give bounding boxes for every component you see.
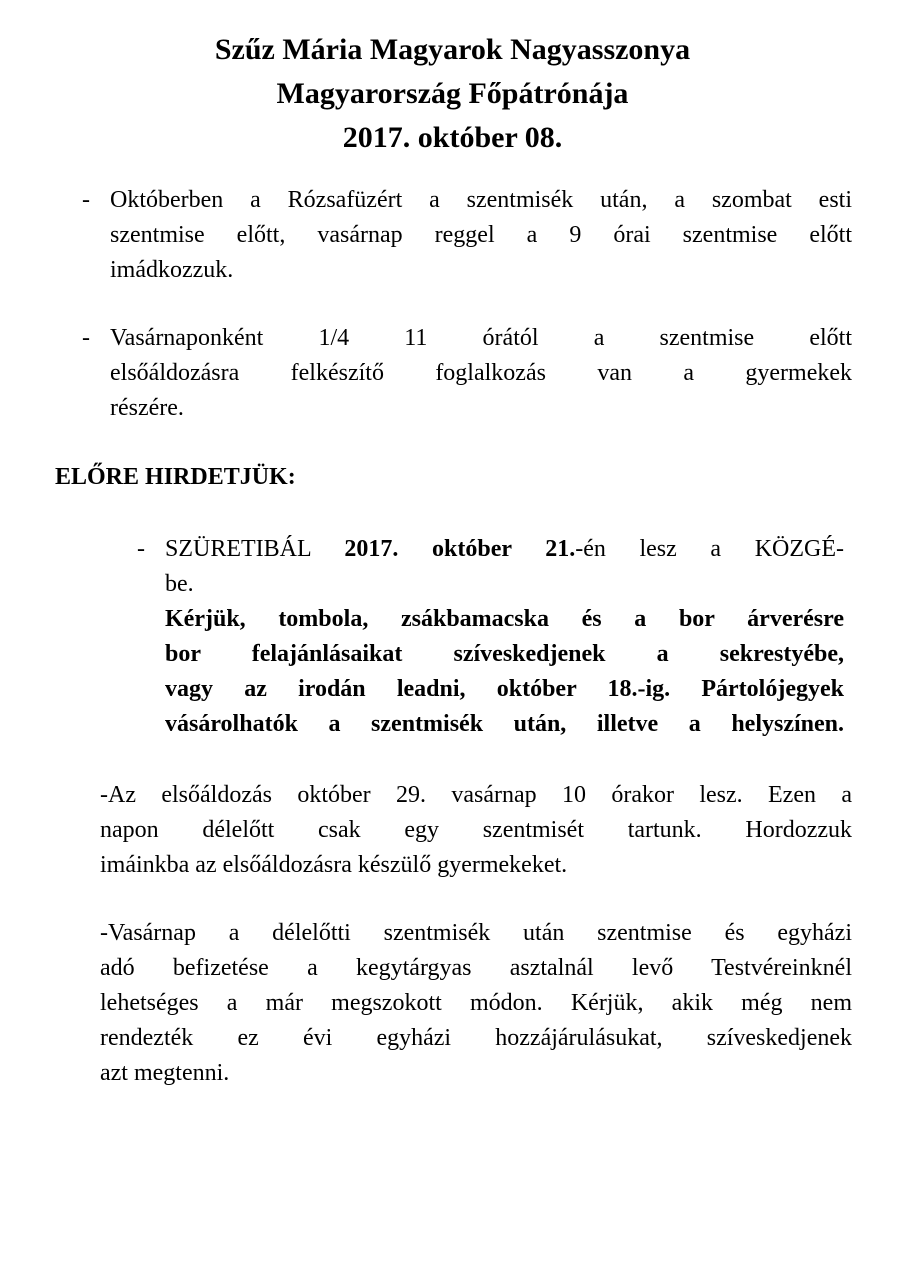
text-line: szentmise előtt, vasárnap reggel a 9 órai szentmise előtt [110,222,852,248]
harvest-ball-text [165,532,844,742]
text-line: Vasárnaponként 1/4 11 órától a szentmise előtt [110,325,852,351]
text-line: imádkozzuk. [110,257,234,283]
document-title [0,28,905,160]
first-communion-paragraph [100,778,852,883]
text-line: részére. [110,395,184,421]
event-location: -én lesz a KÖZGÉ- [575,536,845,562]
church-tax-paragraph [100,916,852,1091]
text-line-bold: Kérjük, tombola, zsákbamacska és a bor árverésre [165,606,844,632]
text-line [165,532,844,567]
title-line-2: Magyarország Főpátrónája [276,77,629,110]
text-line: be. [165,571,194,597]
bullet-dash: - [82,187,90,213]
text-line: elsőáldozásra felkészítő foglalkozás van a gyermekek [110,360,852,386]
title-date: 2017. október 08. [342,121,563,154]
text-line: lehetséges a már megszokott módon. Kérjük, akik még nem [100,990,852,1016]
section-heading: ELŐRE HIRDETJÜK: [55,464,296,490]
text-line-bold: vagy az irodán leadni, október 18.-ig. Pártolójegyek [165,676,844,702]
bullet-dash: - [137,536,145,562]
event-date: 2017. október 21. [344,536,576,562]
event-name: SZÜRETIBÁL [165,536,345,562]
text-line: imáinkba az elsőáldozásra készülő gyermekeket. [100,852,568,878]
text-line: Októberben a Rózsafüzért a szentmisék után, a szombat esti [110,187,852,213]
text-line: adó befizetése a kegytárgyas asztalnál levő Testvéreinknél [100,955,852,981]
text-line-bold: bor felajánlásaikat szíveskedjenek a sekrestyébe, [165,641,844,667]
title-line-1: Szűz Mária Magyarok Nagyasszonya [214,33,691,66]
bullet-dash: - [82,325,90,351]
text-line: -Vasárnap a délelőtti szentmisék után szentmise és egyházi [100,920,852,946]
text-line: rendezték ez évi egyházi hozzájárulásukat, szíveskedjenek [100,1025,852,1051]
text-line: azt megtenni. [100,1060,230,1086]
text-line: napon délelőtt csak egy szentmisét tartunk. Hordozzuk [100,817,852,843]
rosary-notice-text [110,183,852,288]
text-line-bold: vásárolhatók a szentmisék után, illetve a helyszínen. [165,711,844,737]
first-communion-prep-text [110,321,852,426]
text-line: -Az elsőáldozás október 29. vasárnap 10 órakor lesz. Ezen a [100,782,852,808]
